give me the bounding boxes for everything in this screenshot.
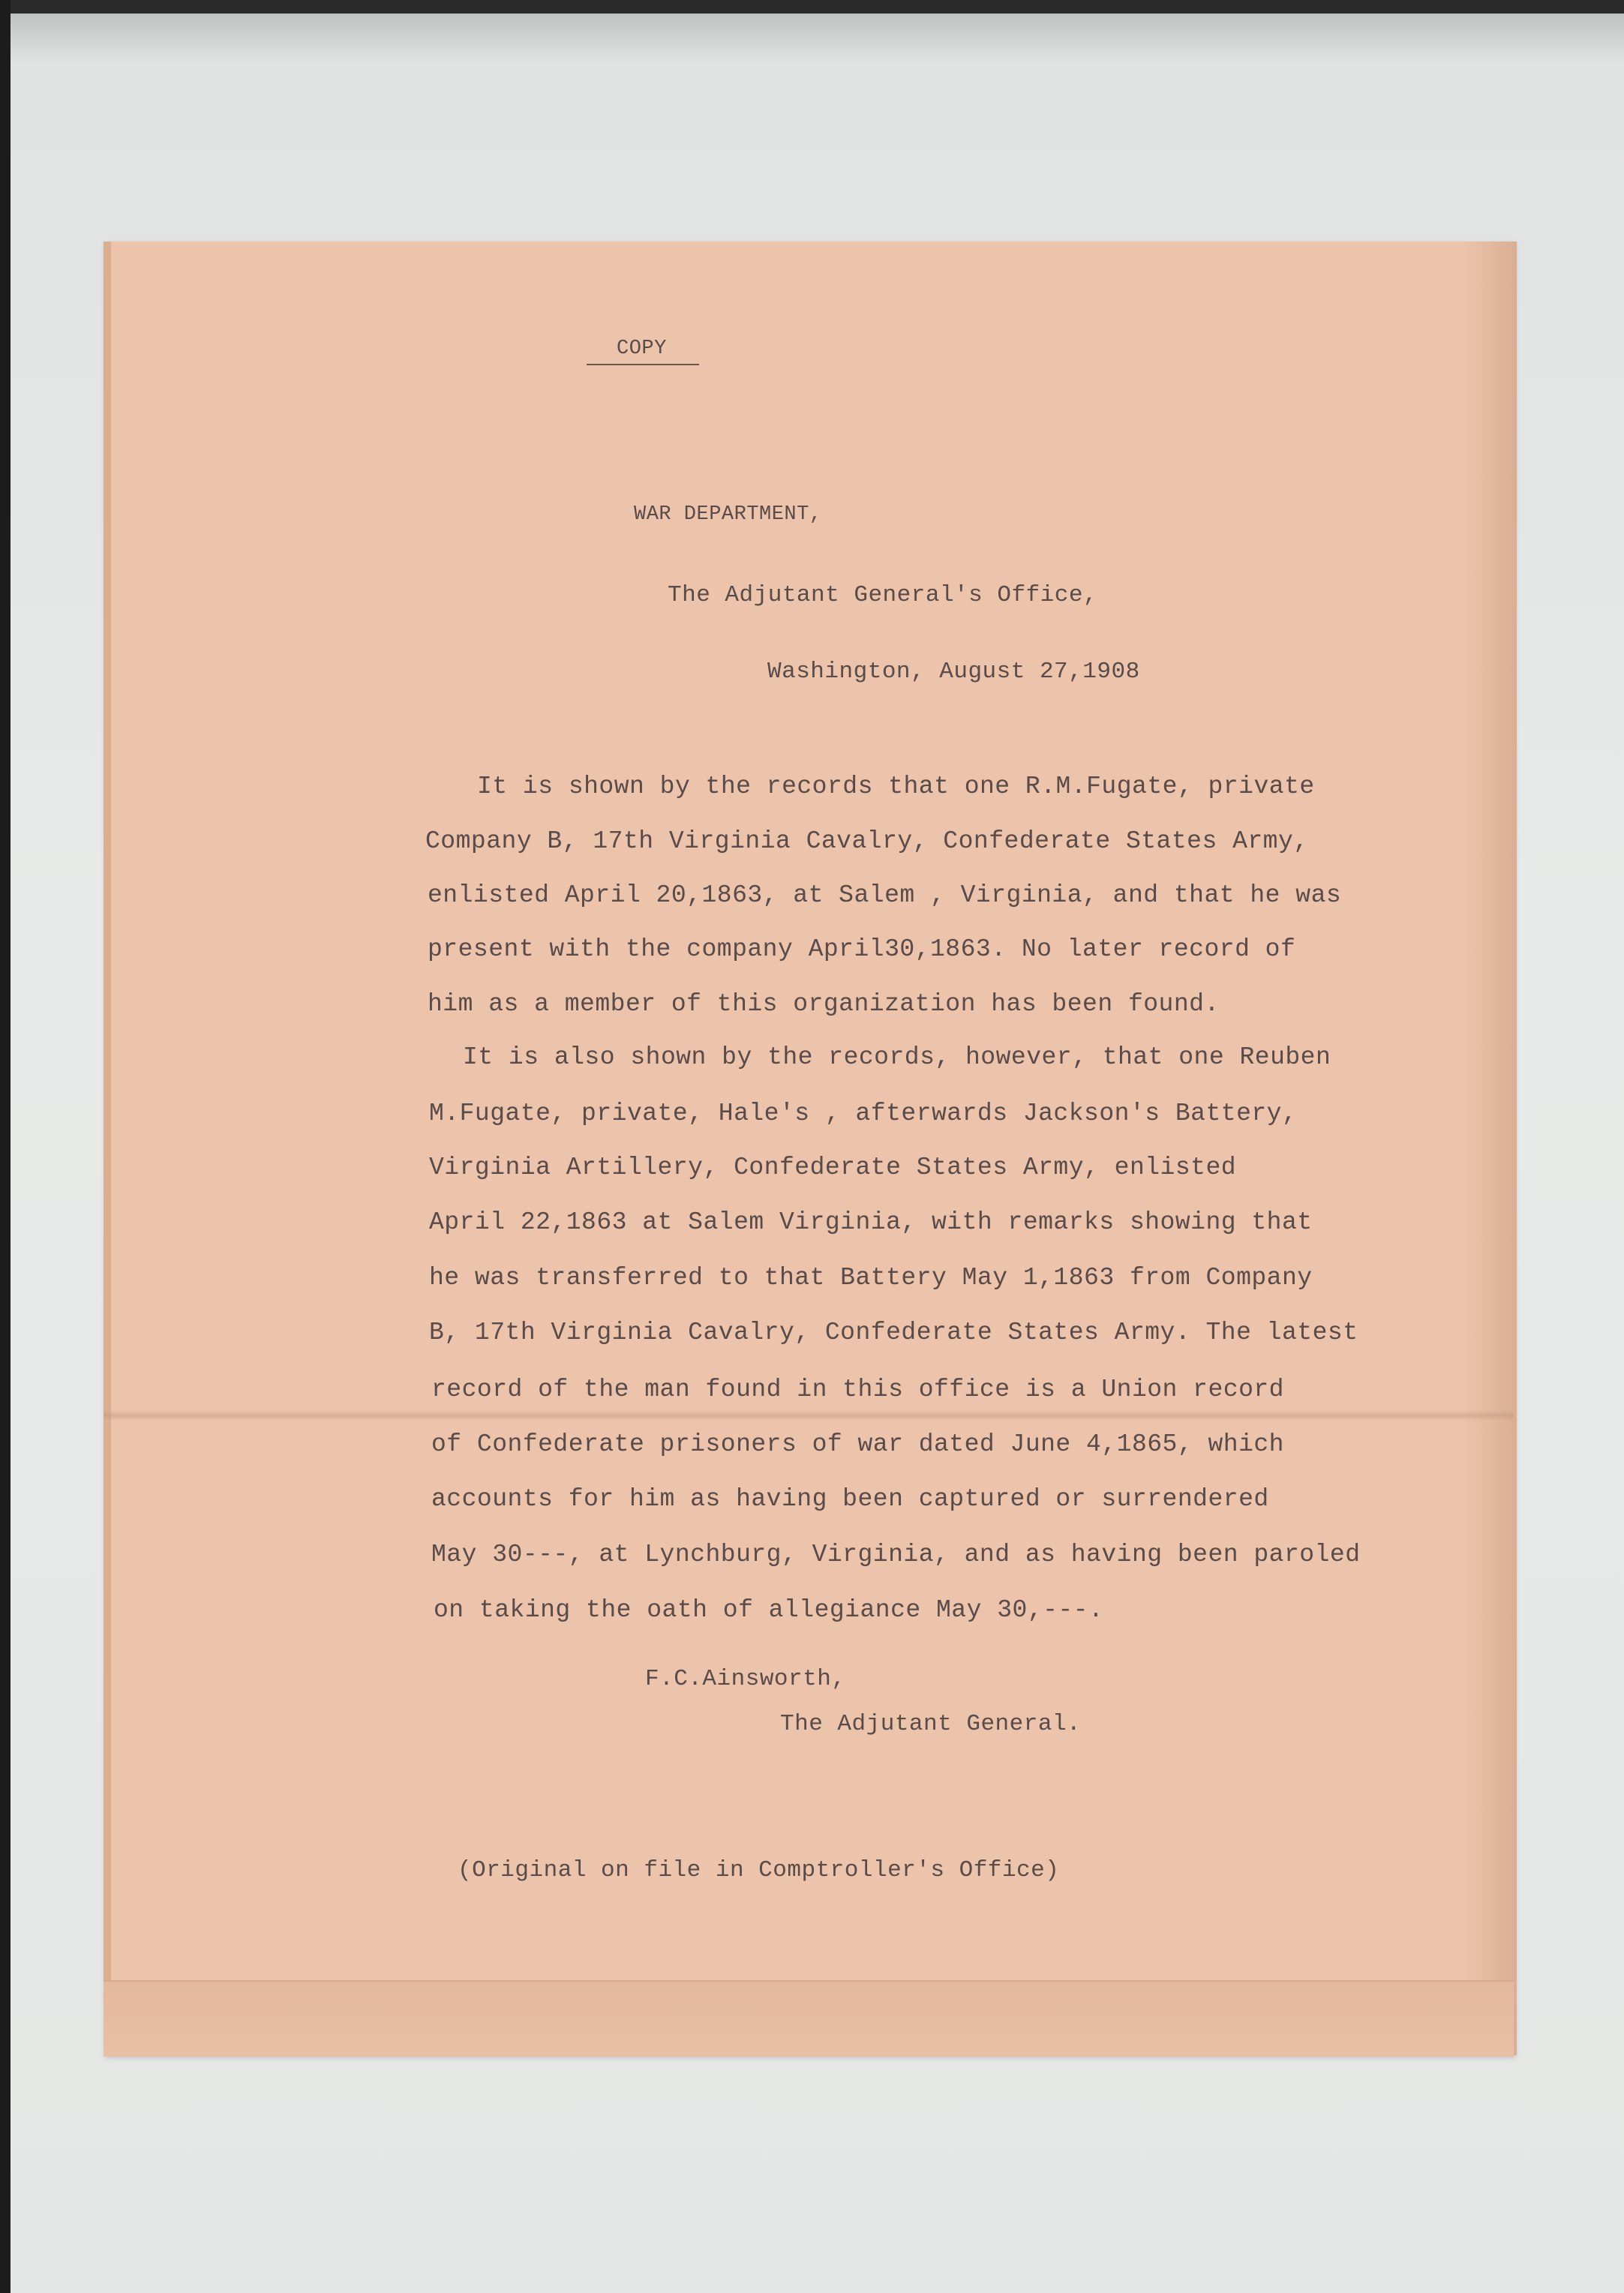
paper-fold-crease: [104, 1410, 1514, 1421]
dateline: Washington, August 27,1908: [767, 659, 1140, 685]
body-line: accounts for him as having been captured or surrendered: [431, 1485, 1269, 1513]
body-line: him as a member of this organization has been found.: [428, 990, 1220, 1018]
signatory-name: F.C.Ainsworth,: [645, 1666, 846, 1692]
paper-left-edge: [104, 242, 111, 2055]
body-line: enlisted April 20,1863, at Salem , Virginia, and that he was: [428, 881, 1342, 909]
body-line: record of the man found in this office is a Union record: [431, 1376, 1284, 1403]
body-line: May 30---, at Lynchburg, Virginia, and as having been paroled: [431, 1541, 1361, 1568]
footer-note: (Original on file in Comptroller's Office): [458, 1857, 1060, 1883]
scanner-left-edge: [0, 0, 11, 2293]
body-line: Virginia Artillery, Confederate States Army, enlisted: [429, 1154, 1237, 1181]
body-line: of Confederate prisoners of war dated June 4,1865, which: [431, 1430, 1284, 1458]
signatory-title: The Adjutant General.: [780, 1711, 1082, 1737]
body-line: It is shown by the records that one R.M.Fugate, private: [477, 773, 1315, 800]
body-line: present with the company April30,1863. No later record of: [428, 935, 1296, 963]
body-line: he was transferred to that Battery May 1,1863 from Company: [429, 1264, 1313, 1292]
body-line: M.Fugate, private, Hale's , afterwards Jackson's Battery,: [429, 1100, 1298, 1127]
office-heading: The Adjutant General's Office,: [668, 582, 1098, 608]
body-line: Company B, 17th Virginia Cavalry, Confederate States Army,: [425, 827, 1309, 855]
paper-bottom-fold: [104, 1980, 1514, 2057]
body-line: on taking the oath of allegiance May 30,---.: [434, 1596, 1104, 1624]
scanner-top-shadow: [0, 14, 1624, 66]
copy-label: COPY: [617, 338, 667, 360]
body-line: April 22,1863 at Salem Virginia, with remarks showing that: [429, 1208, 1313, 1236]
body-line: B, 17th Virginia Cavalry, Confederate States Army. The latest: [429, 1319, 1358, 1346]
scanner-top-edge: [0, 0, 1624, 14]
body-line: It is also shown by the records, however, that one Reuben: [463, 1043, 1331, 1071]
copy-underline: [587, 364, 699, 365]
paper-right-edge: [1464, 242, 1517, 2055]
department-heading: WAR DEPARTMENT,: [634, 503, 822, 526]
